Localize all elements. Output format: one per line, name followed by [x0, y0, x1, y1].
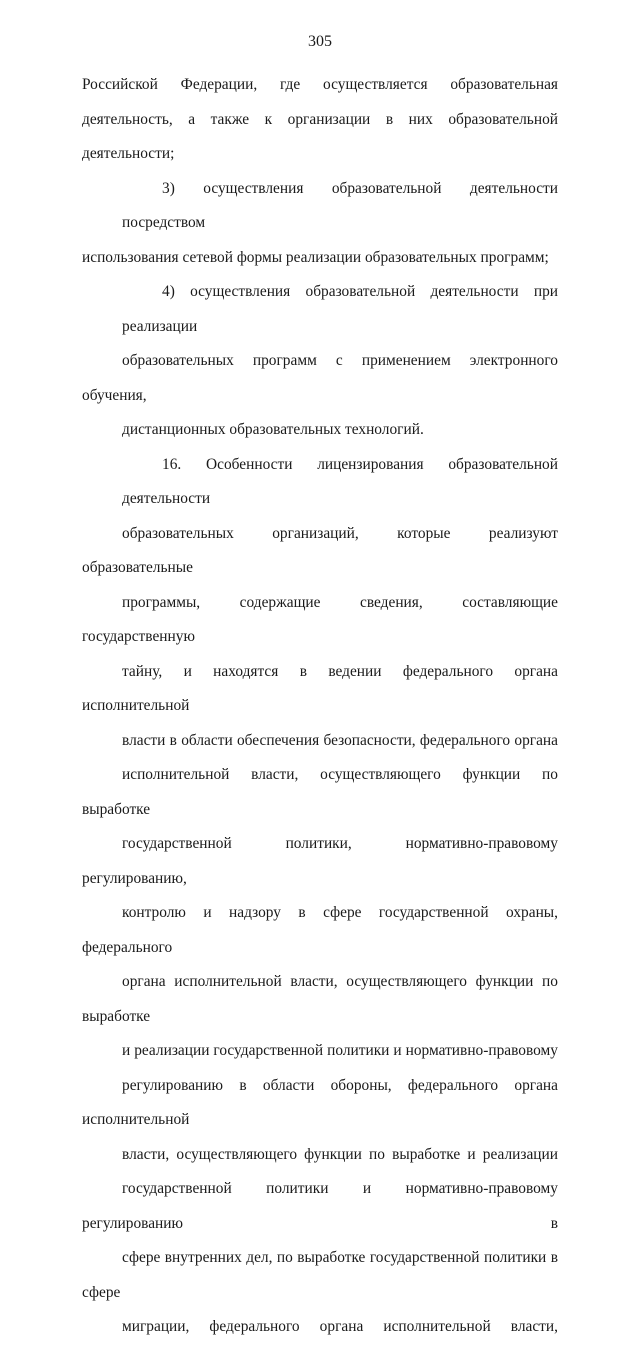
text-line: 4) осуществления образовательной деятельности при реализации: [122, 283, 558, 335]
text-line: Российской Федерации, где осуществляется образовательная: [82, 76, 558, 93]
text-line: органа исполнительной власти, осуществляющего функции по выработке: [82, 973, 558, 1025]
paragraph-item-4: [82, 275, 558, 448]
text-line: контролю и надзору в сфере государственной охраны, федерального: [82, 904, 558, 956]
text-line: государственной политики, нормативно-правовому регулированию,: [82, 835, 558, 887]
text-line: образовательных организаций, которые реализуют образовательные: [82, 524, 558, 576]
text-line: регулированию в области обороны, федерального органа исполнительной: [82, 1076, 558, 1128]
text-line: использования сетевой формы реализации образовательных программ;: [82, 248, 549, 266]
text-line: сфере внутренних дел, по выработке государственной политики в сфере: [82, 1249, 558, 1301]
text-line: программы, содержащие сведения, составляющие государственную: [82, 593, 558, 645]
text-line: образовательных программ с применением электронного обучения,: [82, 352, 558, 404]
text-line: 3) осуществления образовательной деятельности посредством: [122, 179, 558, 231]
text-line: дистанционных образовательных технологий.: [122, 421, 424, 438]
text-line: деятельность, а также к организации в них образовательной деятельности;: [82, 110, 558, 162]
text-line: государственной политики и нормативно-правовому регулированию в: [82, 1180, 558, 1232]
text-line: власти, осуществляющего функции по выработке и реализации: [122, 1145, 558, 1163]
text-line: исполнительной власти, осуществляющего функции по выработке: [82, 766, 558, 818]
paragraph-item-3: [82, 172, 558, 276]
page-number: 305: [308, 33, 332, 50]
document-body: [82, 68, 558, 1345]
text-line: власти в области обеспечения безопасности, федерального органа: [122, 731, 558, 749]
text-line: тайну, и находятся в ведении федерального органа исполнительной: [82, 662, 558, 714]
text-line: и реализации государственной политики и нормативно-правовому: [122, 1042, 558, 1059]
text-line: 16. Особенности лицензирования образовательной деятельности: [122, 455, 558, 507]
paragraph-continuation: [82, 68, 558, 172]
text-line: миграции, федерального органа исполнительной власти,: [122, 1318, 558, 1335]
paragraph-item-16: [82, 448, 558, 1345]
